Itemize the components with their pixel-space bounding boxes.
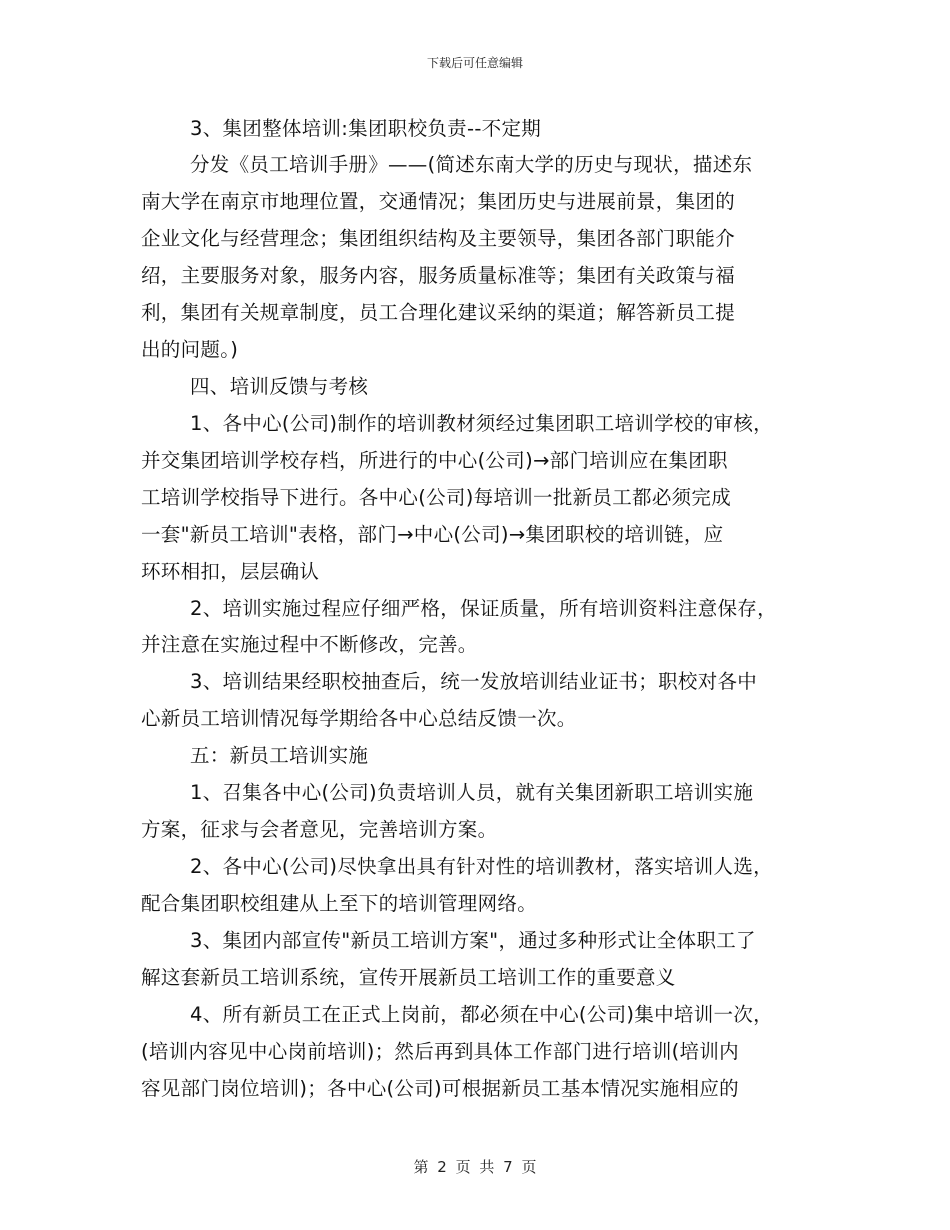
text-line: 南大学在南京市地理位置，交通情况；集团历史与进展前景，集团的 xyxy=(141,190,736,213)
text-line: 解这套新员工培训系统，宣传开展新员工培训工作的重要意义 xyxy=(141,966,676,989)
text-line: 出的问题。) xyxy=(141,338,239,361)
text-line: 企业文化与经营理念；集团组织结构及主要领导，集团各部门职能介 xyxy=(141,227,736,250)
text-line: 4、所有新员工在正式上岗前，都必须在中心(公司)集中培训一次， xyxy=(190,1003,773,1026)
text-line: 3、培训结果经职校抽查后，统一发放培训结业证书；职校对各中 xyxy=(190,670,758,693)
text-line: 一套"新员工培训"表格，部门→中心(公司)→集团职校的培训链，应 xyxy=(141,523,724,546)
text-line: 并注意在实施过程中不断修改，完善。 xyxy=(141,633,478,656)
text-line: 工培训学校指导下进行。各中心(公司)每培训一批新员工都必须完成 xyxy=(141,486,732,509)
text-line: 容见部门岗位培训)；各中心(公司)可根据新员工基本情况实施相应的 xyxy=(141,1077,739,1100)
text-line: 并交集团培训学校存档，所进行的中心(公司)→部门培训应在集团职 xyxy=(141,449,728,472)
text-line: 1、召集各中心(公司)负责培训人员，就有关集团新职工培训实施 xyxy=(190,781,754,804)
text-line: 2、培训实施过程应仔细严格，保证质量，所有培训资料注意保存， xyxy=(190,597,777,620)
text-line: 配合集团职校组建从上至下的培训管理网络。 xyxy=(141,892,538,915)
text-line: 利，集团有关规章制度，员工合理化建议采纳的渠道；解答新员工提 xyxy=(141,301,736,324)
section-heading: 五：新员工培训实施 xyxy=(190,744,369,767)
text-line: 2、各中心(公司)尽快拿出具有针对性的培训教材，落实培训人选， xyxy=(190,855,773,878)
text-line: 绍，主要服务对象，服务内容，服务质量标准等；集团有关政策与福 xyxy=(141,264,736,287)
text-line: 心新员工培训情况每学期给各中心总结反馈一次。 xyxy=(141,707,577,730)
page-number: 第 2 页 共 7 页 xyxy=(413,1158,537,1176)
page-header: 下载后可任意编辑 xyxy=(426,56,523,70)
section-heading: 四、培训反馈与考核 xyxy=(190,375,369,398)
text-line: 方案，征求与会者意见，完善培训方案。 xyxy=(141,818,498,841)
text-line: 3、集团内部宣传"新员工培训方案"，通过多种形式让全体职工了 xyxy=(190,929,756,952)
text-line: 1、各中心(公司)制作的培训教材须经过集团职工培训学校的审核， xyxy=(190,412,773,435)
text-line: 3、集团整体培训:集团职校负责--不定期 xyxy=(190,117,542,140)
text-line: 环环相扣，层层确认 xyxy=(141,560,320,583)
text-line: 分发《员工培训手册》——(简述东南大学的历史与现状，描述东 xyxy=(190,153,753,176)
text-line: (培训内容见中心岗前培训)；然后再到具体工作部门进行培训(培训内 xyxy=(141,1040,739,1063)
